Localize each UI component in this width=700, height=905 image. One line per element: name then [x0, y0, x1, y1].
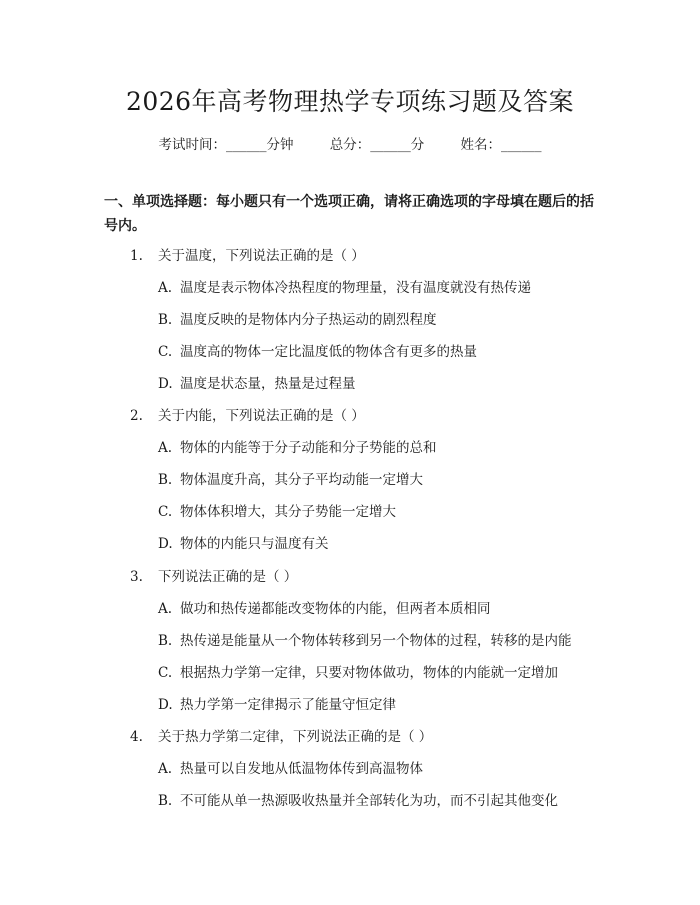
option-letter: B.: [158, 472, 173, 488]
question-3-option-b: [158, 629, 572, 649]
option-letter: B.: [158, 312, 173, 328]
option-letter: C.: [158, 665, 173, 681]
question-1-option-c: [158, 340, 477, 360]
option-letter: A.: [158, 761, 173, 777]
total-score-field: 总分：______分: [329, 137, 425, 153]
option-text: 物体的内能只与温度有关: [180, 536, 329, 552]
option-letter: C.: [158, 344, 173, 360]
question-number: 2.: [130, 408, 143, 424]
option-text: 物体的内能等于分子动能和分子势能的总和: [180, 440, 437, 456]
option-letter: B.: [158, 793, 173, 809]
option-text: 根据热力学第一定律，只要对物体做功，物体的内能就一定增加: [180, 665, 558, 681]
question-2: [130, 404, 365, 424]
option-letter: A.: [158, 601, 173, 617]
question-2-option-d: [158, 532, 329, 552]
question-4: [130, 725, 432, 745]
option-text: 物体温度升高，其分子平均动能一定增大: [180, 472, 423, 488]
option-letter: A.: [158, 440, 173, 456]
option-text: 温度高的物体一定比温度低的物体含有更多的热量: [180, 344, 477, 360]
question-2-option-c: [158, 500, 396, 520]
question-4-option-b: [158, 789, 558, 809]
section-heading: 一、单项选择题：每小题只有一个选项正确，请将正确选项的字母填在题后的括号内。: [104, 194, 594, 234]
option-text: 热传递是能量从一个物体转移到另一个物体的过程，转移的是内能: [180, 633, 572, 649]
option-text: 热量可以自发地从低温物体传到高温物体: [180, 761, 423, 777]
question-3-option-d: [158, 693, 396, 713]
option-letter: A.: [158, 280, 173, 296]
question-2-option-b: [158, 468, 423, 488]
question-4-option-a: [158, 757, 423, 777]
option-text: 物体体积增大，其分子势能一定增大: [180, 504, 396, 520]
question-number: 1.: [130, 248, 143, 264]
exam-meta: [0, 133, 700, 153]
question-1-option-a: [158, 276, 531, 296]
question-3-option-a: [158, 597, 491, 617]
exam-time-field: 考试时间：______分钟: [158, 137, 294, 153]
option-text: 温度反映的是物体内分子热运动的剧烈程度: [180, 312, 437, 328]
page-title: 2026年高考物理热学专项练习题及答案: [125, 87, 575, 116]
option-text: 温度是状态量，热量是过程量: [180, 376, 356, 392]
question-stem: 关于热力学第二定律，下列说法正确的是（ ）: [158, 729, 433, 745]
option-letter: D.: [158, 376, 173, 392]
question-2-option-a: [158, 436, 437, 456]
option-letter: D.: [158, 697, 173, 713]
student-name-field: 姓名：______: [460, 137, 542, 153]
question-1: [130, 244, 365, 264]
question-stem: 关于温度，下列说法正确的是（ ）: [158, 248, 365, 264]
option-text: 热力学第一定律揭示了能量守恒定律: [180, 697, 396, 713]
question-3-option-c: [158, 661, 558, 681]
question-stem: 关于内能，下列说法正确的是（ ）: [158, 408, 365, 424]
question-3: [130, 565, 297, 585]
question-1-option-d: [158, 372, 356, 392]
question-1-option-b: [158, 308, 437, 328]
option-text: 做功和热传递都能改变物体的内能，但两者本质相同: [180, 601, 491, 617]
option-letter: D.: [158, 536, 173, 552]
option-letter: B.: [158, 633, 173, 649]
question-number: 4.: [130, 729, 143, 745]
question-number: 3.: [130, 569, 143, 585]
option-text: 温度是表示物体冷热程度的物理量，没有温度就没有热传递: [180, 280, 531, 296]
question-stem: 下列说法正确的是（ ）: [158, 569, 298, 585]
option-letter: C.: [158, 504, 173, 520]
option-text: 不可能从单一热源吸收热量并全部转化为功，而不引起其他变化: [180, 793, 558, 809]
